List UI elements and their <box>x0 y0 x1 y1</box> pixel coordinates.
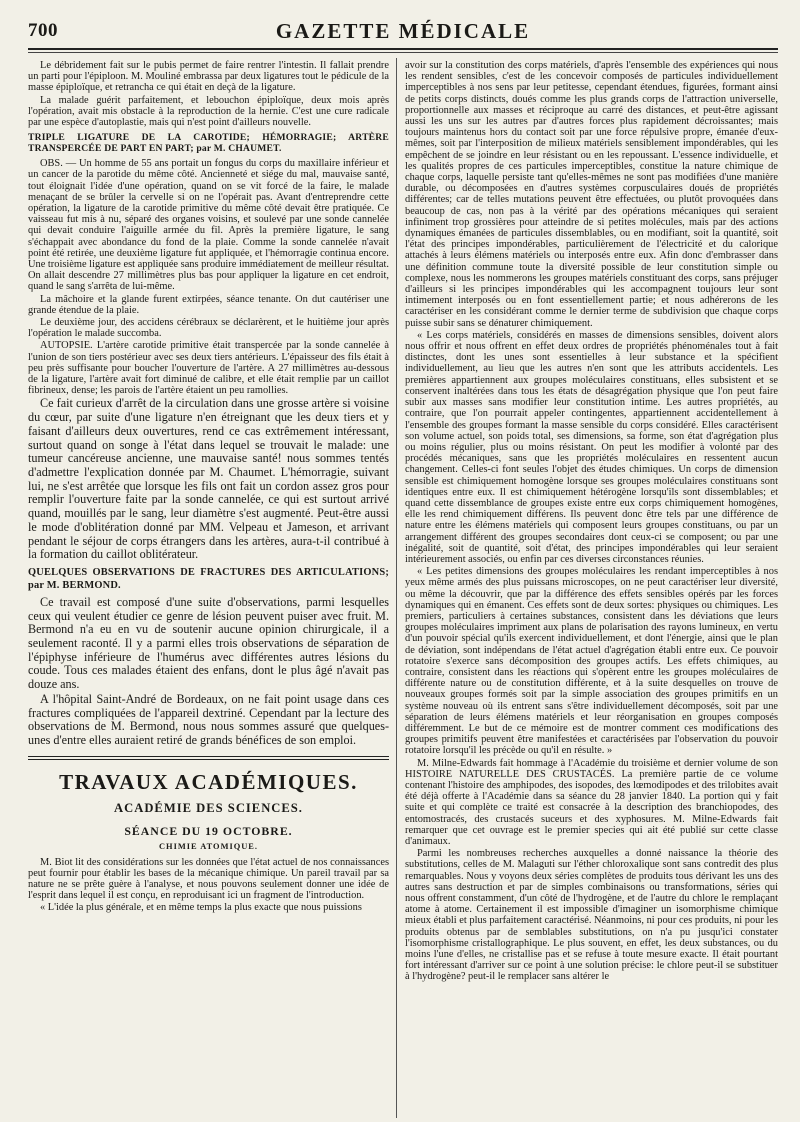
paragraph: « Les petites dimensions des groupes moléculaires les rendant imperceptibles à nos yeux même armés des plus puissans microscopes, on ne peut caractériser leur diversité, ou même la découvrir, que par la différence des effets sensibles opérés par les forces dynamiques qui en émanent. Ces effets sont de deux sortes: physiques ou chimiques. Les premiers, particuliers à certaines substances, consistent dans les déviations que leurs groupes moléculaires impriment aux plans de polarisation des rayons lumineux, en vertu d'un pouvoir spécial qu'ils exercent individuellement, et dont l'énergie, ainsi que le plan de déviation, sont indépendans de l'état actuel d'agrégation établi entre eux. Ce pouvoir rotatoire s'exerce sans décomposition des groupes actifs. Les effets chimiques, au contraire, consistent dans les réactions qui s'opèrent entre les groupes moléculaires de différente nature ou de constitution différente, et à la suite desquelles on trouve de nouveaux groupes formés soit par la simple association des groupes primitifs en un système nouveau où ils entrent sans s'être individuellement décomposés, soit par une séparation de leurs élémens matériels et leur réorganisation en groupes composés différemment. Le but de ce mémoire est de montrer comment ces modifications des groupes primitifs peuvent être manifestées et caractérisées par l'observation du pouvoir rotatoire lorsqu'il les précède ou qu'il en résulte. » <box>405 566 778 757</box>
paragraph: « L'idée la plus générale, et en même temps la plus exacte que nous puissions <box>40 902 362 914</box>
right-column <box>405 60 778 1120</box>
section-title-carotide: TRIPLE LIGATURE DE LA CAROTIDE; HÉMORRAGIE; ARTÈRE TRANSPERCÉE DE PART EN PART; par M. CHAUMET. <box>28 132 389 155</box>
paragraph: Ce fait curieux d'arrêt de la circulation dans une grosse artère si voisine du cœur, par suite d'une ligature n'en étreignant que les deux tiers et y faisant d'ailleurs deux ouvertures, rend ce cas extrêmement intéressant, surtout quand on songe à l'état dans lequel se trouvait le malade: une tumeur cancéreuse ancienne, une mauvaise santé! nous sommes tentés d'admettre l'explication donnée par M. Chaumet. L'hémorragie, suivant lui, ne s'est arrêtée que lorsque les fils ont fait un cordon assez gros pour remplir l'ouverture faite par la sonde cannelée, ce qui est surtout arrivé quand, mouillés par le sang, leur diamètre s'est augmenté. Peut-être aussi le mode d'oblitération donné par MM. Velpeau et Jameson, et arrivant pendant le séjour de corps étrangers dans les artères, aura-t-il contribué à la formation du caillot oblitérateur. <box>28 396 389 562</box>
paragraph: AUTOPSIE. L'artère carotide primitive était transpercée par la sonde cannelée à l'union de son tiers postérieur avec ses deux tiers antérieurs. L'épaisseur des fils était à peu près suffisante pour boucher l'ouverture de l'artère. A 27 millimètres au-dessous de la ligature, l'artère avait fort diminué de calibre, et elle était remplie par un caillot fibrineux, dense; les parois de l'artère étaient un peu ramollies. <box>28 340 389 397</box>
page-number: 700 <box>28 20 58 41</box>
page-header <box>28 16 778 50</box>
paragraph: A l'hôpital Saint-André de Bordeaux, on ne fait point usage dans ces fractures compliquées de l'appareil dextriné. Cependant par la lecture des observations de M. Bermond, nous nous sommes assuré que quelques-unes d'entre elles auraient retiré de grands bénéfices de son emploi. <box>28 691 389 747</box>
paragraph: Le débridement fait sur le pubis permet de faire rentrer l'intestin. Il fallait prendre un parti pour l'épiploon. M. Mouliné embrassa par deux ligatures tout le pédicule de la masse épiploïque, et retrancha ce qui était en deçà de la ligature. <box>28 60 389 94</box>
masthead-title: GAZETTE MÉDICALE <box>275 19 531 43</box>
paragraph: La mâchoire et la glande furent extirpées, séance tenante. On dut cautériser une grande étendue de la plaie. <box>28 293 389 316</box>
paragraph: « Les corps matériels, considérés en masses de dimensions sensibles, doivent alors nous offrir et nous offrent en effet deux ordres de propriétés phénoménales tout à fait distinctes, dont les unes sont essentielles à leur substance et la spécifient individuellement, au lieu que les autres n'en sont que les attributs accidentels. Les premières appartiennent aux groupes moléculaires constituans, elles subsistent et se conservent inaltérées dans tous les états de désagrégation physique que l'on peut faire subir aux masses sans modifier leur constitution intime. Les autres propriétés, au contraire, que l'on pourrait appeler contingentes, appartiennent accidentellement à l'ensemble des groupes formant la masse sensible du corps considéré. Elles caractérisent son volume actuel, son poids total, ses dimensions, sa forme, son état d'agrégation plus ou moins régulier, plus ou moins résistant. On peut les modifier à volonté par des procédés mécaniques, sans que les propriétés moléculaires en ressentent aucun changement. Celles-ci font seules l'objet des études chimiques. Un corps de dimension sensible est chimiquement homogène lorsque ses groupes moléculaires constituans sont identiques entre eux. Il est chimiquement hétérogène lorsqu'ils sont dissemblables; et quand cette dissemblance de groupes existe entre eux corps chimiquement homogènes, elle les rend chimiquement différens. Ils peuvent donc être tels par une différence de nature entre les élémens matériels qui composent leurs groupes constituans, ou par un arrangement différent des groupes secondaires dont ceux-ci se composent; ou par une inégalité, soit de quantité, soit d'état, des principes impondérables qui leur seraient intérieurement associés, ou enfin par ces diverses circonstances réunies. <box>405 329 778 565</box>
paragraph: Le deuxième jour, des accidens cérébraux se déclarèrent, et le huitième jour après l'opération le malade succomba. <box>28 317 389 340</box>
paragraph: avoir sur la constitution des corps matériels, d'après l'ensemble des expériences qui nous les rendent sensibles, c'est de les concevoir composés de particules individuellement imperceptibles à nos sens par leur petitesse, cependant étendues, figurées, formant ainsi de petits corps distincts, doués comme les plus grands corps de l'attraction universelle, proportionnelle aux masses et réciproque au carré des distances, et peut-être agissant aussi les uns sur les autres par d'autres forces plus rapidement décroissantes; mais toujours maintenus hors du contact soit par une force répulsive propre, émanée d'eux-mêmes, soit par l'interposition de milieux matériels sensiblement impondérables, qui les empêchent de se joindre en leur résistant ou en les repoussant. L'essence individuelle, et les qualités propres de ces particules imperceptibles, constitue la nature chimique de chaque corps, laquelle persiste tant qu'elles-mêmes ne sont pas modifiées d'une manière durable, ou décomposées en d'autres systèmes corpusculaires doués de propriétés différentes; car de telles mutations peuvent être effectuées, ou plutôt provoquées dans beaucoup de cas, non pas à la vérité par des opérations mécaniques qui seraient infiniment trop grossières pour atteindre de si petites molécules, mais par des actions dynamiques émanées de particules dissemblables, ou en modifiant, soit la quantité, soit l'état des principes impondérables, particulièrement de l'électricité et du calorique attachés à leurs élémens matériels ou interposés entre eux. Afin donc d'embrasser dans une définition commune toute la diversité possible de leur constitution simple ou complexe, nous les nommerons les groupes matériels constituant des corps, sans préjuger d'ailleurs si les principes impondérables qui les accompagnent toujours leur sont intimement interposés ou en font essentiellement partie; et nous adhérerons de les caractériser en les considérant comme le dernier terme de subdivision que chaque corps puisse subir sans se dénaturer chimiquement. <box>405 60 778 329</box>
left-column <box>28 60 389 1120</box>
paragraph: M. Milne-Edwards fait hommage à l'Académie du troisième et dernier volume de son HISTOIRE NATURELLE DES CRUSTACÉS. La première partie de ce volume contenant l'histoire des amphipodes, des isopodes, des lœmodipodes et des trilobites avait été déjà offerte à l'Académie dans sa séance du 28 janvier 1840. La portion qui y fait suite et qui complète ce traité est consacrée à la description des branchiopodes, des entomostracés, des crustacés suceurs et des xyphosures. M. Milne-Edwards fait remarquer que cet ouvrage est le premier species qui ait été publié sur cette classe d'animaux. <box>405 757 778 848</box>
paragraph: OBS. — Un homme de 55 ans portait un fongus du corps du maxillaire inférieur et un cancer de la parotide du même côté. Ancienneté et siége du mal, mauvaise santé, tout éloignait l'idée d'une opération, quand on se vit forcé de la faire, le malade menaçant de se brûler la cervelle si on ne l'opérait pas. Avant d'entreprendre cette opération, la ligature de la carotide primitive du même côté devait être pratiquée. Ce vaisseau fut mis à nu, séparé des organes voisins, et soulevé par une sonde cannelée qui devait conduire l'aiguille armée du fil. Après la première ligature, le sang s'échappait avec abondance du fond de la plaie. Comme la sonde cannelée n'avait point été retirée, une deuxième ligature fut appliquée, et l'hémorragie continua encore. Une troisième ligature est appliquée sans produire immédiatement de meilleur résultat. On allait descendre 27 millimètres plus bas pour appliquer la ligature en cet endroit, quand le sang s'arrêta de lui-même. <box>28 158 389 293</box>
large-print-block <box>28 397 389 747</box>
topic-heading: CHIMIE ATOMIQUE. <box>159 841 258 851</box>
header-rule <box>28 52 778 53</box>
paragraph: Parmi les nombreuses recherches auxquelles a donné naissance la théorie des substitutions, celles de M. Malaguti sur l'éther chloroxalique sont sans contredit des plus remarquables. Nous y voyons deux séries complètes de produits tous dérivant les uns des autres sans destruction et par de simples combinaisons ou transformations, séries qui nous offrent constamment, d'un côté de l'hydrogène, et de l'autre du chlore le remplaçant atome à atome. Certainement il est impossible d'imaginer un isomorphisme chimique mieux établi et plus parfaitement caractérisé. Néanmoins, ni pour ces produits, ni pour les produits obtenus par de semblables substitutions, on n'a pu jusqu'ici constater l'isomorphisme cristallographique. Le plus souvent, en effet, les deux substances, ou du moins l'une d'elles, ne cristallise pas et se refuse à toute mesure exacte. Il était pourtant fort intéressant d'arriver sur ce point à une solution précise: le chlore peut-il se substituer à l'hydrogène? peut-il le remplacer sans altérer le <box>405 848 778 983</box>
session-date: SÉANCE DU 19 OCTOBRE. <box>124 823 293 838</box>
paragraph: M. Biot lit des considérations sur les données que l'état actuel de nos connaissances peut fournir pour établir les bases de la mécanique chimique. Un pareil travail par sa nature ne se prête guère à l'analyse, et nous pouvons seulement donner une idée de l'esprit dans lequel il est conçu, en reproduisant ici un fragment de l'introduction. <box>28 856 389 902</box>
column-divider <box>396 58 397 1118</box>
section-title-fractures: QUELQUES OBSERVATIONS DE FRACTURES DES ARTICULATIONS; par M. BERMOND. <box>28 566 389 591</box>
academy-heading: TRAVAUX ACADÉMIQUES. <box>59 769 358 794</box>
section-separator <box>28 756 389 760</box>
academy-subheading: ACADÉMIE DES SCIENCES. <box>114 800 303 815</box>
paragraph: La malade guérit parfaitement, et lebouchon épiploïque, deux mois après l'opération, avait mis obstacle à la reproduction de la hernie. C'est une cure radicale par une espèce d'autoplastie, mais qui n'est point d'ailleurs nouvelle. <box>28 94 389 129</box>
paragraph: Ce travail est composé d'une suite d'observations, parmi lesquelles ceux qui veulent étudier ce genre de lésion peuvent puiser avec fruit. M. Bermond n'a eu en vu de soutenir aucune opinion chirurgicale, il a seulement raconté. Il y a parmi elles trois observations de séparation de l'épiphyse inférieure de l'humérus avec différentes autres lésions du coude. Tous ces malades étaient des enfans, dont le plus âgé n'avait pas douze ans. <box>28 594 389 692</box>
